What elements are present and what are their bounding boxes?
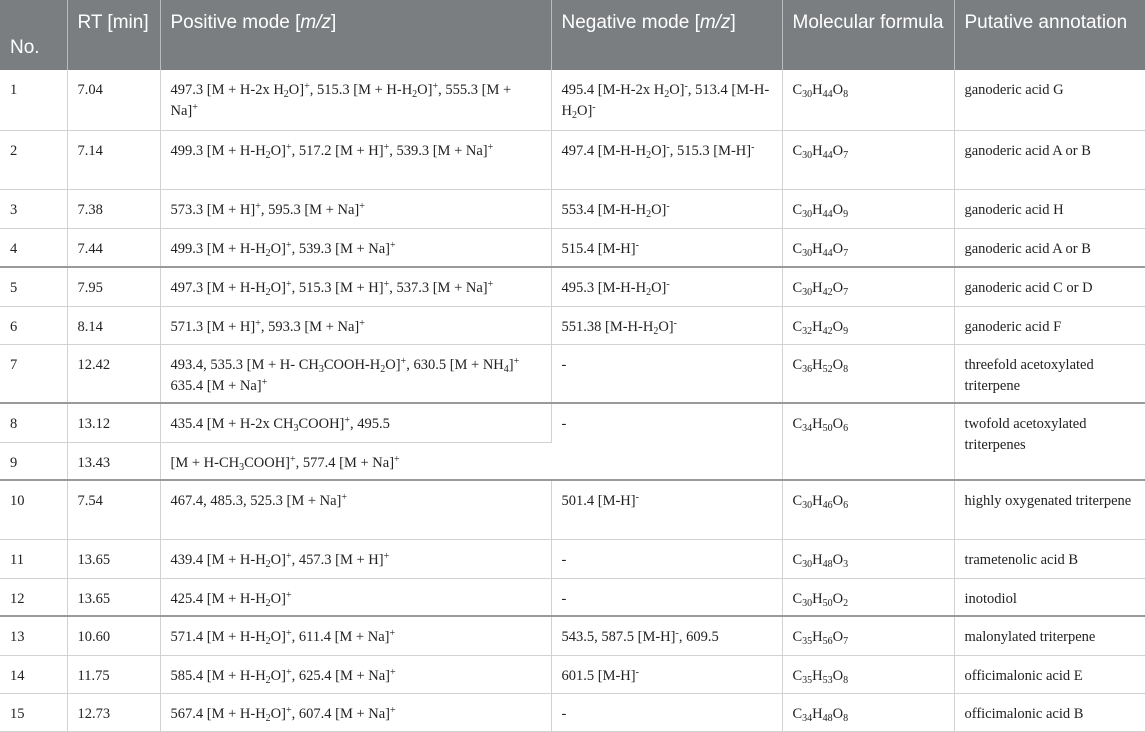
header-annotation: Putative annotation xyxy=(954,0,1145,70)
cell-no: 8 xyxy=(0,403,67,442)
cell-annotation: inotodiol xyxy=(954,578,1145,616)
cell-positive: 493.4, 535.3 [M + H- $CH_3COOH-H_2O]^+$, 630.5 $[M + NH_4]^+$ 635.4 [M + Na]+ xyxy=(160,344,551,403)
cell-formula: $C_{35}H_{53}O_8$ xyxy=(782,655,954,693)
cell-annotation: ganoderic acid H xyxy=(954,189,1145,228)
cell-annotation: officimalonic acid B xyxy=(954,693,1145,731)
cell-no: 4 xyxy=(0,228,67,267)
cell-formula: $C_{30}H_{48}O_3$ xyxy=(782,539,954,578)
cell-rt: 7.14 xyxy=(67,130,160,189)
cell-negative: 495.3 $[M-H-H_2O]^-$ xyxy=(551,267,782,306)
cell-no: 11 xyxy=(0,539,67,578)
cell-annotation: ganoderic acid F xyxy=(954,306,1145,344)
cell-positive: 499.3 $[M + H-H_2O]^+$, 539.3 [M + Na]+ xyxy=(160,228,551,267)
cell-formula: $C_{30}H_{44}O_8$ xyxy=(782,70,954,130)
cell-formula: $C_{30}H_{44}O_7$ xyxy=(782,130,954,189)
header-negative-prefix: Negative mode [ xyxy=(561,12,700,33)
table-row xyxy=(0,228,1145,267)
cell-rt: 7.44 xyxy=(67,228,160,267)
header-rt: RT [min] xyxy=(67,0,160,70)
header-row xyxy=(0,0,1145,70)
cell-no: 14 xyxy=(0,655,67,693)
cell-no: 1 xyxy=(0,70,67,130)
cell-rt: 10.60 xyxy=(67,616,160,655)
header-negative-mz: m/z xyxy=(699,12,731,33)
cell-formula: $C_{30}H_{44}O_9$ xyxy=(782,189,954,228)
cell-positive: 571.4 $[M + H-H_2O]^+$, 611.4 [M + Na]+ xyxy=(160,616,551,655)
cell-rt: 12.42 xyxy=(67,344,160,403)
cell-negative: 543.5, 587.5 [M-H]-, 609.5 xyxy=(551,616,782,655)
cell-no: 9 xyxy=(0,442,67,480)
cell-positive: 425.4 $[M + H-H_2O]^+$ xyxy=(160,578,551,616)
cell-formula: $C_{30}H_{44}O_7$ xyxy=(782,228,954,267)
cell-no: 10 xyxy=(0,480,67,539)
cell-negative: - xyxy=(551,693,782,731)
cell-negative: 515.4 [M-H]- xyxy=(551,228,782,267)
cell-annotation: threefold acetoxylated triterpene xyxy=(954,344,1145,403)
cell-no: 6 xyxy=(0,306,67,344)
table-row xyxy=(0,306,1145,344)
cell-formula: $C_{32}H_{42}O_9$ xyxy=(782,306,954,344)
cell-negative: 501.4 [M-H]- xyxy=(551,480,782,539)
cell-positive: 571.3 [M + H]+, 593.3 [M + Na]+ xyxy=(160,306,551,344)
cell-rt: 8.14 xyxy=(67,306,160,344)
cell-rt: 13.12 xyxy=(67,403,160,442)
cell-annotation: ganoderic acid A or B xyxy=(954,228,1145,267)
cell-positive: 467.4, 485.3, 525.3 [M + Na]+ xyxy=(160,480,551,539)
cell-rt: 12.73 xyxy=(67,693,160,731)
table-row xyxy=(0,189,1145,228)
cell-positive: 435.4 [M + H-2x $CH_3COOH]^+$, 495.5 xyxy=(160,403,551,442)
cell-annotation: officimalonic acid E xyxy=(954,655,1145,693)
table-row xyxy=(0,539,1145,578)
cell-rt: 7.38 xyxy=(67,189,160,228)
header-formula: Molecular formula xyxy=(782,0,954,70)
cell-annotation: ganoderic acid G xyxy=(954,70,1145,130)
table-row xyxy=(0,693,1145,731)
cell-formula: $C_{30}H_{50}O_2$ xyxy=(782,578,954,616)
cell-formula: $C_{30}H_{46}O_6$ xyxy=(782,480,954,539)
cell-formula: $C_{36}H_{52}O_8$ xyxy=(782,344,954,403)
cell-formula: $C_{30}H_{42}O_7$ xyxy=(782,267,954,306)
cell-negative: - xyxy=(551,539,782,578)
cell-no: 12 xyxy=(0,578,67,616)
cell-rt: 7.04 xyxy=(67,70,160,130)
cell-negative: 551.38 $[M-H-H_2O]^-$ xyxy=(551,306,782,344)
cell-positive: 439.4 $[M + H-H_2O]^+$, 457.3 [M + H]+ xyxy=(160,539,551,578)
cell-annotation: ganoderic acid C or D xyxy=(954,267,1145,306)
header-negative-suffix: ] xyxy=(730,12,736,33)
cell-negative: - xyxy=(551,403,782,480)
cell-rt: 13.43 xyxy=(67,442,160,480)
header-positive-mz: m/z xyxy=(300,12,332,33)
header-positive-suffix: ] xyxy=(331,12,337,33)
table-row xyxy=(0,130,1145,189)
cell-rt: 13.65 xyxy=(67,578,160,616)
cell-negative: 601.5 [M-H]- xyxy=(551,655,782,693)
cell-no: 2 xyxy=(0,130,67,189)
cell-positive: 585.4 $[M + H-H_2O]^+$, 625.4 [M + Na]+ xyxy=(160,655,551,693)
table-row xyxy=(0,578,1145,616)
cell-formula: $C_{35}H_{56}O_7$ xyxy=(782,616,954,655)
cell-negative: 553.4 $[M-H-H_2O]^-$ xyxy=(551,189,782,228)
cell-no: 3 xyxy=(0,189,67,228)
table-row xyxy=(0,403,1145,442)
cell-formula: $C_{34}H_{50}O_6$ xyxy=(782,403,954,480)
cell-rt: 7.95 xyxy=(67,267,160,306)
cell-no: 15 xyxy=(0,693,67,731)
cell-negative: - xyxy=(551,578,782,616)
cell-annotation: trametenolic acid B xyxy=(954,539,1145,578)
cell-formula: $C_{34}H_{48}O_8$ xyxy=(782,693,954,731)
cell-no: 5 xyxy=(0,267,67,306)
table-row xyxy=(0,267,1145,306)
cell-rt: 7.54 xyxy=(67,480,160,539)
table-row xyxy=(0,616,1145,655)
table-row xyxy=(0,655,1145,693)
cell-annotation: ganoderic acid A or B xyxy=(954,130,1145,189)
cell-positive: 497.3 [M + H-2x $H_2O]^+$, 515.3 $[M + H-H_2O]^+$, 555.3 [M + Na]+ xyxy=(160,70,551,130)
cell-positive: 573.3 [M + H]+, 595.3 [M + Na]+ xyxy=(160,189,551,228)
table-row xyxy=(0,480,1145,539)
cell-positive: 499.3 $[M + H-H_2O]^+$, 517.2 [M + H]+, 539.3 [M + Na]+ xyxy=(160,130,551,189)
table-row xyxy=(0,344,1145,403)
cell-negative: 497.4 $[M-H-H_2O]^-$, 515.3 [M-H]- xyxy=(551,130,782,189)
cell-annotation: malonylated triterpene xyxy=(954,616,1145,655)
cell-annotation: highly oxygenated triterpene xyxy=(954,480,1145,539)
table-row xyxy=(0,70,1145,130)
header-negative-mode xyxy=(551,0,782,70)
cell-negative: - xyxy=(551,344,782,403)
cell-negative: 495.4 [M-H-2x $H_2O]^-$, 513.4 $[M-H-H_2O]^-$ xyxy=(551,70,782,130)
cell-no: 7 xyxy=(0,344,67,403)
header-no: No. xyxy=(0,0,67,70)
cell-annotation: twofold acetoxylated triterpenes xyxy=(954,403,1145,480)
cell-positive: 497.3 $[M + H-H_2O]^+$, 515.3 [M + H]+, 537.3 [M + Na]+ xyxy=(160,267,551,306)
cell-rt: 13.65 xyxy=(67,539,160,578)
cell-rt: 11.75 xyxy=(67,655,160,693)
header-positive-mode xyxy=(160,0,551,70)
header-positive-prefix: Positive mode [ xyxy=(170,12,301,33)
cell-positive: $[M + H-CH_3COOH]^+$, 577.4 [M + Na]+ xyxy=(160,442,551,480)
cell-no: 13 xyxy=(0,616,67,655)
cell-positive: 567.4 $[M + H-H_2O]^+$, 607.4 [M + Na]+ xyxy=(160,693,551,731)
